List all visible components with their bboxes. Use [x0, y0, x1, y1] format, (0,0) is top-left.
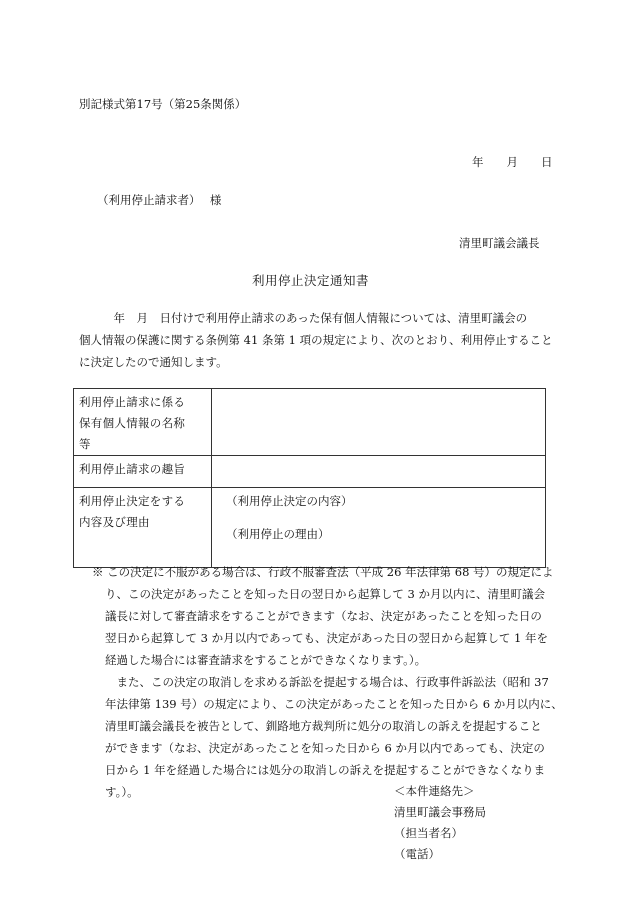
- document-title: 利用停止決定通知書: [252, 273, 370, 288]
- table-row: [74, 389, 546, 456]
- note-line: 議長に対して審査請求をすることができます（なお、決定があったことを知った日の: [105, 609, 542, 623]
- issuer-name: 清里町議会議長: [459, 236, 540, 250]
- label-line: 利用停止決定をする: [79, 494, 186, 508]
- intro-line: に決定したので通知します。: [79, 355, 228, 369]
- contact-heading: ＜本件連絡先＞: [394, 784, 475, 798]
- table-row: [74, 456, 546, 488]
- note-line: また、この決定の取消しを求める訴訟を提起する場合は、行政事件訴訟法（昭和 37: [105, 675, 549, 689]
- intro-line: 個人情報の保護に関する条例第 41 条第 1 項の規定により、次のとおり、利用停止すること: [79, 333, 553, 347]
- note-line: ができます（なお、決定があったことを知った日から 6 か月以内であっても、決定の: [105, 741, 545, 755]
- note-line: す。）。: [105, 785, 139, 799]
- row-label-decision: [74, 488, 212, 568]
- label-line: 内容及び理由: [79, 515, 150, 529]
- label-line: 利用停止請求に係る: [79, 395, 186, 409]
- contact-office: 清里町議会事務局: [394, 805, 486, 819]
- intro-line: 年 月 日付けで利用停止請求のあった保有個人情報については、清里町議会の: [79, 311, 528, 325]
- table-row: [74, 488, 546, 568]
- notes-block: [92, 561, 562, 803]
- label-line: 等: [79, 437, 91, 451]
- note-line: 翌日から起算して 3 か月以内であっても、決定があった日の翌日から起算して 1 年を: [105, 631, 549, 645]
- intro-paragraph: [79, 307, 559, 373]
- contact-block: [394, 781, 486, 865]
- note-line: 経過した場合には審査請求をすることができなくなります。）。: [105, 653, 427, 667]
- note-line: 年法律第 139 号）の規定により、この決定があったことを知った日から 6 か月以内に、: [105, 697, 563, 711]
- form-number: 別記様式第17号（第25条関係）: [79, 97, 247, 111]
- label-line: 保有個人情報の名称: [79, 416, 186, 430]
- decision-reason-label: （利用停止の理由）: [226, 527, 330, 541]
- row-label-request-purpose: 利用停止請求の趣旨: [74, 456, 212, 488]
- date-line: 年 月 日: [472, 155, 553, 169]
- note-line: 清里町議会議長を被告として、釧路地方裁判所に処分の取消しの訴えを提起すること: [105, 719, 542, 733]
- decision-table: [73, 388, 546, 568]
- note-line: 日から 1 年を経過した場合には処分の取消しの訴えを提起することができなくなりま: [105, 763, 546, 777]
- contact-person: （担当者名）: [394, 826, 463, 840]
- addressee-line: （利用停止請求者） 様: [97, 193, 222, 207]
- note-line: り、この決定があったことを知った日の翌日から起算して 3 か月以内に、清里町議会: [105, 587, 546, 601]
- contact-phone: （電話）: [394, 847, 440, 861]
- row-value-request-purpose: [212, 456, 546, 488]
- note-line: ※ この決定に不服がある場合は、行政不服審査法（平成 26 年法律第 68 号）の規定によ: [92, 565, 554, 579]
- row-value-decision: [212, 488, 546, 568]
- row-value-target-info: [212, 389, 546, 456]
- decision-content-label: （利用停止決定の内容）: [226, 494, 353, 508]
- row-label-target-info: [74, 389, 212, 456]
